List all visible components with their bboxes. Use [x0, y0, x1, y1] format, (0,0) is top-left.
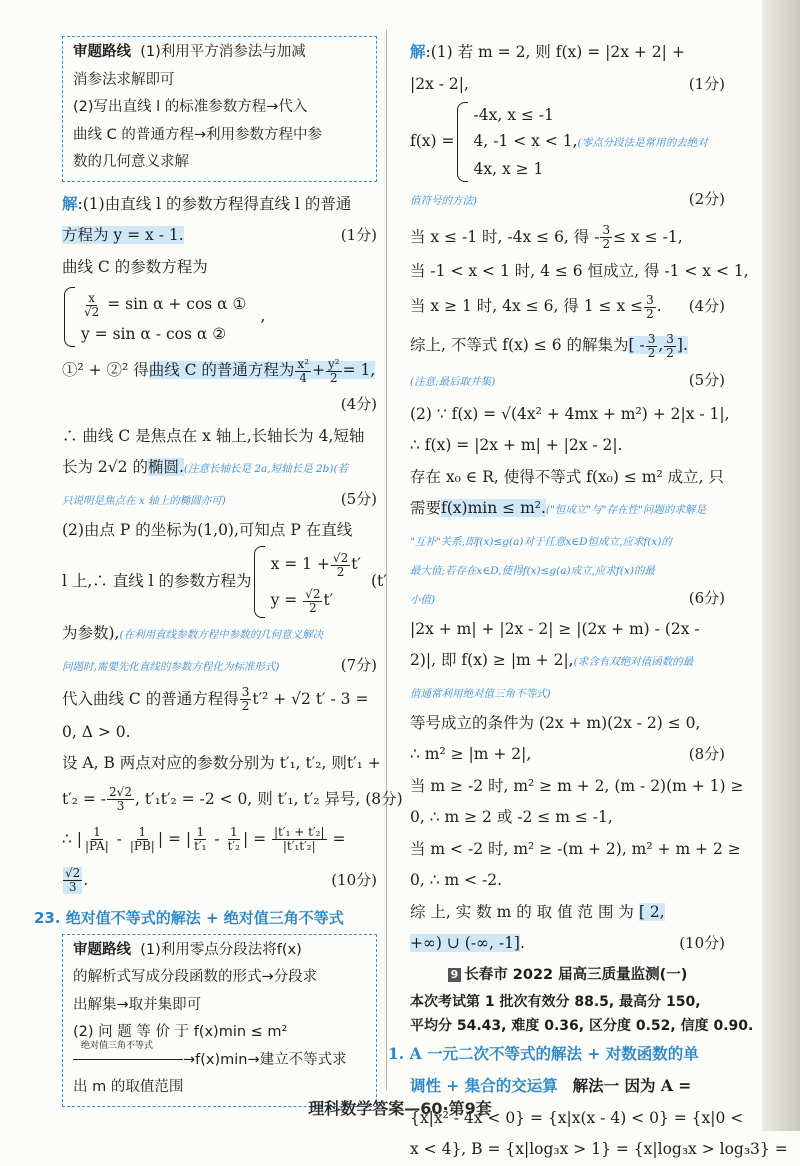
column-divider: [386, 30, 387, 1090]
score: (2分): [688, 190, 725, 208]
score: (6分): [688, 588, 725, 607]
right-column: 解:(1) 若 m = 2, 则 f(x) = |2x + 2| + |2x - 2|, (1分) f(x) = -4x, x ≤ -1 4, -1 < x < 1,(零点分段法是常用的去绝对 4x, x ≥ 1 值符号的方法) (2分) 当 x ≤ -1 时, -4x ≤ 6, 得 - $\frac{3}{2}$ ≤ x ≤ -1, 当 -1 < x < 1 时, 4 ≤ 6 恒成立, 得 -1 < x < 1, 当 x ≥ 1 时, 4x ≤ 6, 得 1 ≤ x ≤ $\frac{3}{2}$ . (4分) 综上, 不等式 f(x) ≤ 6 的解集为[ - $\frac{3}{2}$ , $\frac{3}{2}$ ]. (注意:最后取并集) (5分) (2) ∵ f(x) = √(4x² + 4mx + m²) + 2|x - 1|, ∴ f(x) = |2x + m| + |2x - 2|. 存在 x₀ ∈ R, 使得不等式 f(x₀) ≤ m² 成立, 只 需要f(x)min ≤ m².("恒成立"与"存在性"问题的求解是 "互补"关系,即f(x)≤g(a)对于任意x∈D恒成立,应求f(x)的 最大值;若存在x∈D,使得f(x)≤g(a)成立,应求f(x)的最 小值) (6分) |2x + m| + |2x - 2| ≥ |(2x + m) - (2x - 2)|, 即 f(x) ≥ |m + 2|,(求含有双绝对值函数的最 值通常利用绝对值三角不等式) 等号成立的条件为 (2x + m)(2x - 2) ≤ 0, ∴ m² ≥ |m + 2|, (8分) 当 m ≥ -2 时, m² ≥ m + 2, (m - 2)(m + 1) ≥ 0, ∴ m ≥ 2 或 -2 ≤ m ≤ -1, 当 m < -2 时, m² ≥ -(m + 2), m² + m + 2 ≥ 0, ∴ m < -2. 综 上, 实 数 m 的 取 值 范 围 为 [ 2, +∞) ∪ (-∞, -1]. (10分) 9 长春市 2022 届高三质量监测(一) 本次考试第 1 批次有效分 88.5, 最高分 150, 平均分 54.43, 难度 0.36, 区分度 0.52, 信度 0.90. 1. A 一元二次不等式的解法 + 对数函数的单 调性 + 集合的交运算 解法一 因为 A = {x|x² - 4x < 0} = {x|x(x - 4) < 0} = {x|0 < x < 4}, B = {x|log₃x > 1} = {x|log₃x > log₃3} =: [388, 42, 788, 1158]
exam-number-badge: 9: [448, 968, 462, 982]
question-1-heading: 1. A 一元二次不等式的解法 + 对数函数的单: [388, 1043, 699, 1063]
solution-label: 解: [410, 42, 426, 61]
score: (5分): [340, 489, 377, 508]
exam-stats: 本次考试第 1 批次有效分 88.5, 最高分 150, 平均分 54.43, 难度 0.36, 区分度 0.52, 信度 0.90.: [410, 993, 754, 1034]
score: (5分): [688, 371, 725, 389]
line-parametric-system: l 上,∴ 直线 l 的参数方程为 x = 1 + $\frac{√2}{2}$ t′ y = $\frac{√2}{2}$ t′ (t′: [62, 546, 377, 618]
score: (8分): [688, 745, 725, 763]
score: (4分): [688, 297, 725, 315]
piecewise-function: f(x) = -4x, x ≤ -1 4, -1 < x < 1,(零点分段法是常用的去绝对 4x, x ≥ 1: [410, 102, 725, 182]
route-title: 审题路线: [73, 941, 131, 958]
score: (10分): [679, 934, 725, 952]
reasoning-route-box-2: 审题路线 (1)利用零点分段法将f(x) 的解析式写成分段函数的形式→分段求 出解集→取并集即可 (2) 问 题 等 价 于 f(x)min ≤ m² 绝对值三角不等式 →f(x)min→建立不等式求 出 m 的取值范围: [62, 934, 377, 1107]
solution-label: 解: [62, 193, 78, 213]
score: (1分): [340, 226, 377, 244]
left-column: 审题路线 (1)利用平方消参法与加减 消参法求解即可 (2)写出直线 l 的标准参数方程→代入 曲线 C 的普通方程→利用参数方程中参 数的几何意义求解 解:(1)由直线 l 的参数方程得直线 l 的普通 方程为 y = x - 1. (1分) 曲线 C 的参数方程为 $\frac{x}{√2}$ = sin α + cos α ① y = sin α - cos α ② , ①² + ②² 得曲线 C 的普通方程为 $\frac{\text{x²}}{4}$ + $\frac{\text{y²}}{2}$ = 1, (4分) ∴ 曲线 C 是焦点在 x 轴上,长轴长为 4,短轴 长为 2√2 的椭圆.(注意长轴长是 2a,短轴长是 2b)(若 只说明是焦点在 x 轴上的椭圆亦可) (5分) (2)由点 P 的坐标为(1,0),可知点 P 在直线 l 上,∴ 直线 l 的参数方程为 x = 1 + $\frac{√2}{2}$ t′ y = $\frac{√2}{2}$ t′ (t′ 为参数),(在利用直线参数方程中参数的几何意义解决 问题时,需要先化直线的参数方程化为标准形式) (7分) 代入曲线 C 的普通方程得 $\frac{3}{2}$ t′² + √2 t′ - 3 = 0, Δ > 0. 设 A, B 两点对应的参数分别为 t′₁, t′₂, 则t′₁ + t′₂ = - $\frac{2√2}{3}$ , t′₁t′₂ = -2 < 0, 则 t′₁, t′₂ 异号, (8分) ∴ | $\frac{1}{|PA|}$ - $\frac{1}{|PB|}$ | = | $\frac{1}{\text{t′₁}}$ - $\frac{1}{\text{t′₂}}$ | = $\frac{\text{|t′₁ + t′₂|}}{\text{|t′₁t′₂|}}$ = $\frac{√2}{3}$ . (10分) 23. 绝对值不等式的解法 + 绝对值三角不等式 审题路线 (1)利用零点分段法将f(x) 的解析式写成分段函数的形式→分段求 出解集→取并集即可 (2) 问 题 等 价 于 f(x)min ≤ m² 绝对值三角不等式 →f(x)min→建立不等式求 出 m 的取值范围: [62, 36, 377, 1113]
parametric-system: $\frac{x}{√2}$ = sin α + cos α ① y = sin α - cos α ② ,: [62, 287, 377, 347]
score: (7分): [340, 655, 377, 674]
score: (10分): [331, 870, 377, 889]
page-edge: [762, 0, 800, 1131]
question-23-heading: 23. 绝对值不等式的解法 + 绝对值三角不等式: [34, 908, 344, 927]
score: (4分): [340, 395, 377, 413]
route-title: 审题路线: [73, 44, 131, 60]
score: (1分): [688, 74, 725, 93]
page-footer: 理科数学答案—60·第9套: [308, 1099, 492, 1118]
exam-heading: 9 长春市 2022 届高三质量监测(一): [410, 962, 725, 988]
reasoning-route-box-1: 审题路线 (1)利用平方消参法与加减 消参法求解即可 (2)写出直线 l 的标准参数方程→代入 曲线 C 的普通方程→利用参数方程中参 数的几何意义求解: [62, 36, 377, 182]
